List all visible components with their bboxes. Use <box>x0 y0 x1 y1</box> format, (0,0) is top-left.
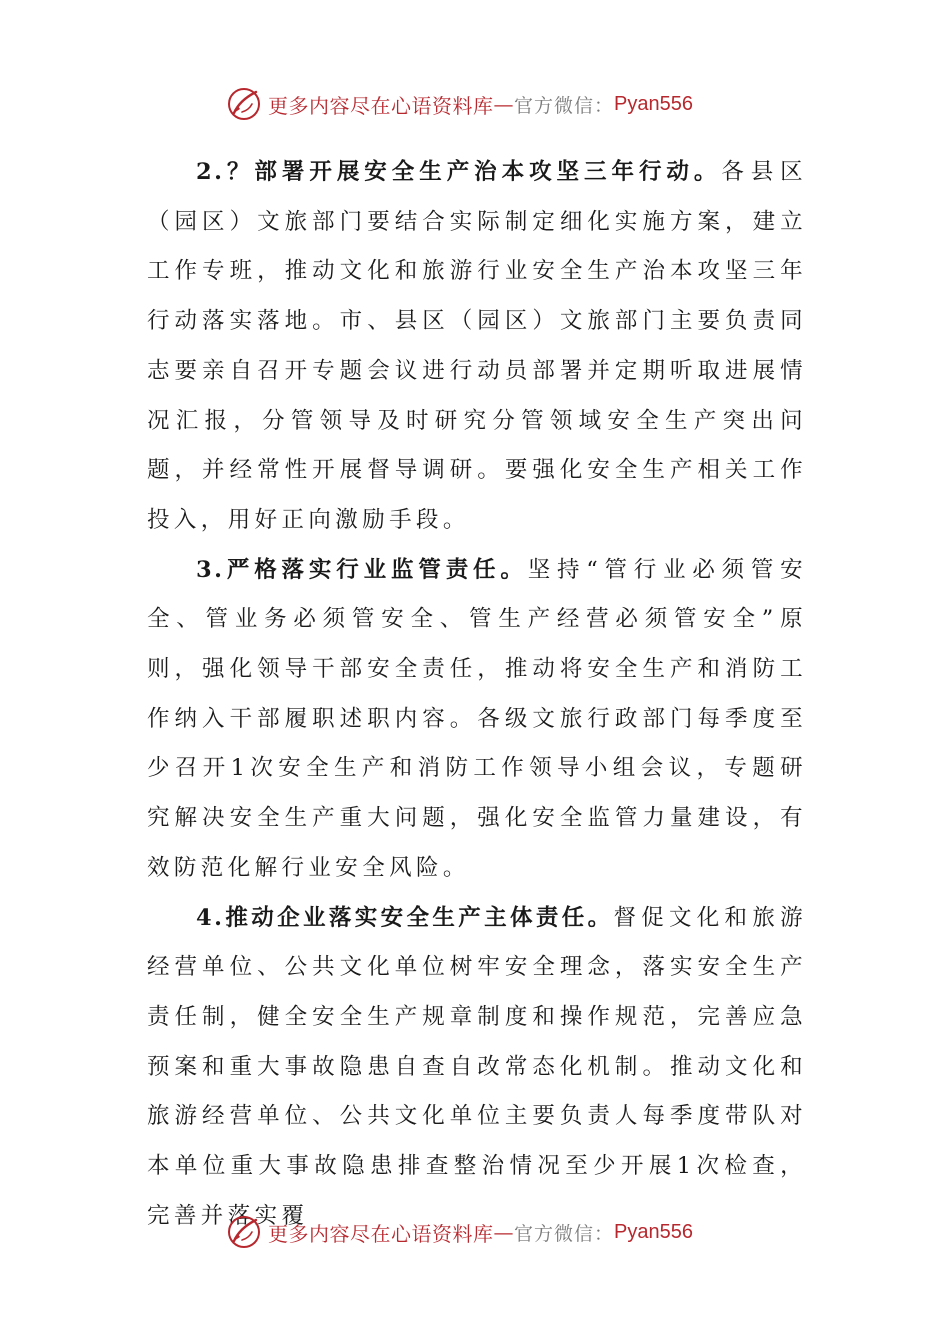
pen-logo-icon <box>226 1214 262 1250</box>
paragraph-2-text: 各县区（园区）文旅部门要结合实际制定细化实施方案，建立工作专班，推动文化和旅游行业安全生产治本攻坚三年行动落实落地。市、县区（园区）文旅部门主要负责同志要亲自召开专题会议进行动员部署并定期听取进展情况汇报，分管领导及时研究分管领域安全生产突出问题，并经常性开展督导调研。要强化安全生产相关工作投入，用好正向激励手段。 <box>147 159 807 533</box>
watermark-site-text: 更多内容尽在心语资料库 <box>268 1221 494 1246</box>
watermark-site-text: 更多内容尽在心语资料库 <box>268 93 494 118</box>
pen-logo-icon <box>226 86 262 122</box>
watermark-dash: — <box>493 92 514 116</box>
paragraph-4-heading: 4.推动企业落实安全生产主体责任。 <box>196 904 614 931</box>
watermark-header <box>226 84 693 124</box>
watermark-wechat-id: Pyan556 <box>614 1220 693 1243</box>
watermark-footer <box>226 1212 693 1252</box>
paragraph-2 <box>147 148 807 546</box>
paragraph-3 <box>147 546 807 894</box>
watermark-wechat-label: 官方微信： <box>514 94 615 117</box>
watermark-dash: — <box>493 1220 514 1244</box>
paragraph-3-heading: 3.严格落实行业监管责任。 <box>196 556 528 583</box>
document-body <box>147 148 807 1241</box>
watermark-wechat-label: 官方微信： <box>514 1222 615 1245</box>
paragraph-3-text: 坚持“管行业必须管安全、管业务必须管安全、管生产经营必须管安全”原则，强化领导干部安全责任，推动将安全生产和消防工作纳入干部履职述职内容。各级文旅行政部门每季度至少召开1次安全生产和消防工作领导小组会议，专题研究解决安全生产重大问题，强化安全监管力量建设，有效防范化解行业安全风险。 <box>147 556 807 881</box>
paragraph-4 <box>147 894 807 1242</box>
watermark-wechat-id: Pyan556 <box>614 92 693 115</box>
paragraph-2-heading: 2.？部署开展安全生产治本攻坚三年行动。 <box>196 159 722 185</box>
paragraph-4-text: 督促文化和旅游经营单位、公共文化单位树牢安全理念，落实安全生产责任制，健全安全生产规章制度和操作规范，完善应急预案和重大事故隐患自查自改常态化机制。推动文化和旅游经营单位、公共文化单位主要负责人每季度带队对本单位重大事故隐患排查整治情况至少开展1次检查，完善并落实覆 <box>147 904 807 1229</box>
